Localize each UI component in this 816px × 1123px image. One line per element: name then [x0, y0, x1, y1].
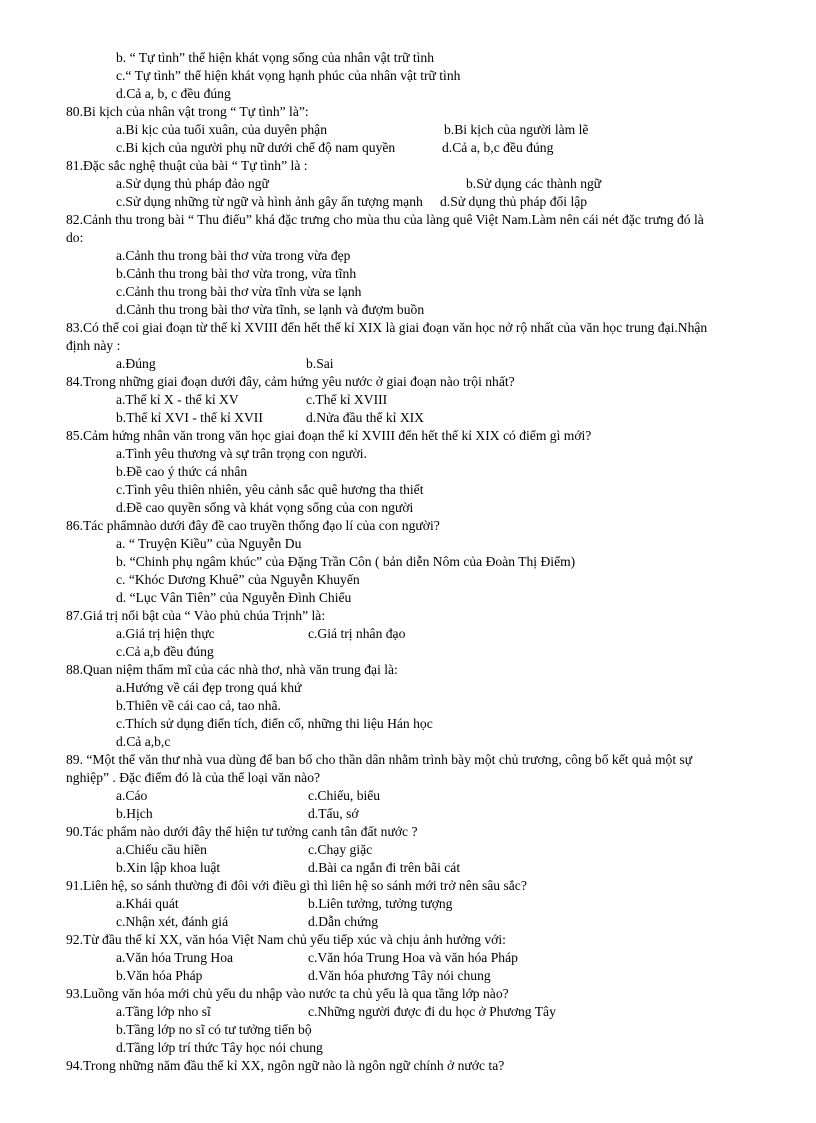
option-right: b.Liên tưởng, tưởng tượng: [308, 896, 453, 911]
option-line: a.Hướng về cái đẹp trong quá khứ: [116, 680, 302, 695]
option-row: [66, 913, 766, 931]
option-right: d.Dẫn chứng: [308, 914, 379, 929]
option-row: [66, 1003, 766, 1021]
option-row: [66, 895, 766, 913]
option-row: [66, 949, 766, 967]
option-line: b.Thiên về cái cao cả, tao nhã.: [116, 698, 281, 713]
option-right: d.Bài ca ngắn đi trên bãi cát: [308, 860, 461, 875]
option-left: a.Văn hóa Trung Hoa: [116, 950, 234, 965]
option-line: c.Tình yêu thiên nhiên, yêu cảnh sắc quê hương tha thiết: [116, 482, 424, 497]
question-line: 88.Quan niệm thẩm mĩ của các nhà thơ, nhà văn trung đại là:: [66, 662, 398, 677]
question-line: 80.Bi kịch của nhân vật trong “ Tự tình” là”:: [66, 104, 309, 119]
option-right: c.Văn hóa Trung Hoa và văn hóa Pháp: [308, 950, 518, 965]
option-right: c.Thế kỉ XVIII: [306, 392, 388, 407]
question-line: 81.Đặc sắc nghệ thuật của bài “ Tự tình” là :: [66, 158, 308, 173]
option-row: [66, 139, 766, 157]
option-left: a.Cáo: [116, 788, 148, 803]
option-line: c.Cả a,b đều đúng: [116, 644, 214, 659]
option-line: c.“ Tự tình” thể hiện khát vọng hạnh phúc của nhân vật trữ tình: [116, 68, 461, 83]
question-line: 87.Giá trị nổi bật của “ Vào phủ chúa Trịnh” là:: [66, 608, 326, 623]
option-left: a.Khái quát: [116, 896, 179, 911]
option-right: c.Chiếu, biểu: [308, 788, 381, 803]
option-right: d.Văn hóa phương Tây nói chung: [308, 968, 491, 983]
option-row: [66, 193, 766, 211]
option-row: [66, 787, 766, 805]
question-line: nghiệp” . Đặc điểm đó là của thể loại văn nào?: [66, 770, 321, 785]
question-line: 94.Trong những năm đầu thế kỉ XX, ngôn ngữ nào là ngôn ngữ chính ở nước ta?: [66, 1058, 505, 1073]
option-line: d. “Lục Vân Tiên” của Nguyễn Đình Chiểu: [116, 590, 352, 605]
option-line: b.Đề cao ý thức cá nhân: [116, 464, 248, 479]
option-line: c.Thích sử dụng điển tích, điển cố, những thi liệu Hán học: [116, 716, 433, 731]
option-line: c.Cảnh thu trong bài thơ vừa tĩnh vừa se lạnh: [116, 284, 362, 299]
option-left: c.Sử dụng những từ ngữ và hình ảnh gây ấn tượng mạnh: [116, 194, 423, 209]
option-right: d.Cả a, b,c đều đúng: [442, 140, 554, 155]
question-line: định này :: [66, 338, 121, 353]
question-line: 89. “Một thể văn thư nhà vua dùng để ban bố cho thần dân nhằm trình bày một chủ trương, công bố kết quả một sự: [66, 752, 693, 767]
question-line: do:: [66, 230, 84, 245]
option-left: a.Tầng lớp nho sĩ: [116, 1004, 211, 1019]
option-row: [66, 625, 766, 643]
option-left: a.Chiếu cầu hiền: [116, 842, 207, 857]
option-right: b.Sai: [306, 356, 334, 371]
question-line: 85.Cảm hứng nhân văn trong văn học giai đoạn thế kỉ XVIII đến hết thế kỉ XIX có điểm gì mới?: [66, 428, 592, 443]
question-line: 86.Tác phẩmnào dưới đây đề cao truyền thống đạo lí của con người?: [66, 518, 440, 533]
option-line: a. “ Truyện Kiều” của Nguyễn Du: [116, 536, 302, 551]
option-line: d.Đề cao quyền sống và khát vọng sống của con người: [116, 500, 414, 515]
option-line: b.Tầng lớp no sĩ có tư tưởng tiến bộ: [116, 1022, 312, 1037]
question-line: 92.Từ đầu thế kỉ XX, văn hóa Việt Nam chủ yếu tiếp xúc và chịu ảnh hưởng với:: [66, 932, 506, 947]
option-left: b.Thế kỉ XVI - thế kỉ XVII: [116, 410, 263, 425]
option-line: a.Cảnh thu trong bài thơ vừa trong vừa đẹp: [116, 248, 351, 263]
question-line: 83.Có thể coi giai đoạn từ thế kỉ XVIII đến hết thế kỉ XIX là giai đoạn văn học nở rộ nhất của văn học trung đại.Nhận: [66, 320, 708, 335]
option-row: [66, 121, 766, 139]
option-row: [66, 391, 766, 409]
option-left: b.Xin lập khoa luật: [116, 860, 221, 875]
option-line: d.Cảnh thu trong bài thơ vừa tĩnh, se lạnh và đượm buồn: [116, 302, 425, 317]
option-right: b.Bi kịch của người làm lẽ: [444, 122, 589, 137]
question-line: 82.Cảnh thu trong bài “ Thu điếu” khá đặc trưng cho mùa thu của làng quê Việt Nam.Làm nên cái nét đặc trưng đó là: [66, 212, 704, 227]
option-line: d.Cả a,b,c: [116, 734, 171, 749]
option-left: a.Bi kịc của tuổi xuân, của duyên phận: [116, 122, 328, 137]
option-line: b. “Chinh phụ ngâm khúc” của Đặng Trần Côn ( bản diễn Nôm của Đoàn Thị Điểm): [116, 554, 576, 569]
question-line: 90.Tác phẩm nào dưới đây thể hiện tư tưởng canh tân đất nước ?: [66, 824, 418, 839]
option-right: d.Sử dụng thủ pháp đối lập: [440, 194, 588, 209]
option-left: a.Thế kỉ X - thế kỉ XV: [116, 392, 239, 407]
option-left: a.Giá trị hiện thực: [116, 626, 215, 641]
option-left: b.Văn hóa Pháp: [116, 968, 203, 983]
option-right: b.Sử dụng các thành ngữ: [466, 176, 602, 191]
option-line: b. “ Tự tình” thể hiện khát vọng sống của nhân vật trữ tình: [116, 50, 435, 65]
option-left: b.Hịch: [116, 806, 153, 821]
option-row: [66, 355, 766, 373]
option-line: c. “Khóc Dương Khuê” của Nguyễn Khuyến: [116, 572, 360, 587]
option-line: d.Tầng lớp trí thức Tây học nói chung: [116, 1040, 323, 1055]
option-left: a.Sử dụng thủ pháp đảo ngữ: [116, 176, 269, 191]
option-right: c.Những người được đi du học ở Phương Tây: [308, 1004, 556, 1019]
option-right: d.Tấu, sớ: [308, 806, 359, 821]
document-page: [66, 49, 766, 1075]
option-left: a.Đúng: [116, 356, 156, 371]
option-line: d.Cả a, b, c đều đúng: [116, 86, 231, 101]
option-left: c.Bi kịch của người phụ nữ dưới chế độ nam quyền: [116, 140, 396, 155]
question-line: 91.Liên hệ, so sánh thường đi đôi với điều gì thì liên hệ so sánh mới trở nên sâu sắc?: [66, 878, 527, 893]
option-row: [66, 409, 766, 427]
option-row: [66, 805, 766, 823]
option-line: a.Tình yêu thương và sự trân trọng con người.: [116, 446, 367, 461]
option-row: [66, 967, 766, 985]
question-line: 84.Trong những giai đoạn dưới đây, cảm hứng yêu nước ở giai đoạn nào trội nhất?: [66, 374, 515, 389]
option-left: c.Nhận xét, đánh giá: [116, 914, 229, 929]
question-line: 93.Luồng văn hóa mới chủ yếu du nhập vào nước ta chủ yếu là qua tầng lớp nào?: [66, 986, 509, 1001]
option-row: [66, 841, 766, 859]
option-right: c.Chạy giặc: [308, 842, 373, 857]
option-right: c.Giá trị nhân đạo: [308, 626, 406, 641]
option-row: [66, 175, 766, 193]
option-line: b.Cảnh thu trong bài thơ vừa trong, vừa tĩnh: [116, 266, 357, 281]
option-row: [66, 859, 766, 877]
option-right: d.Nửa đầu thế kỉ XIX: [306, 410, 424, 425]
